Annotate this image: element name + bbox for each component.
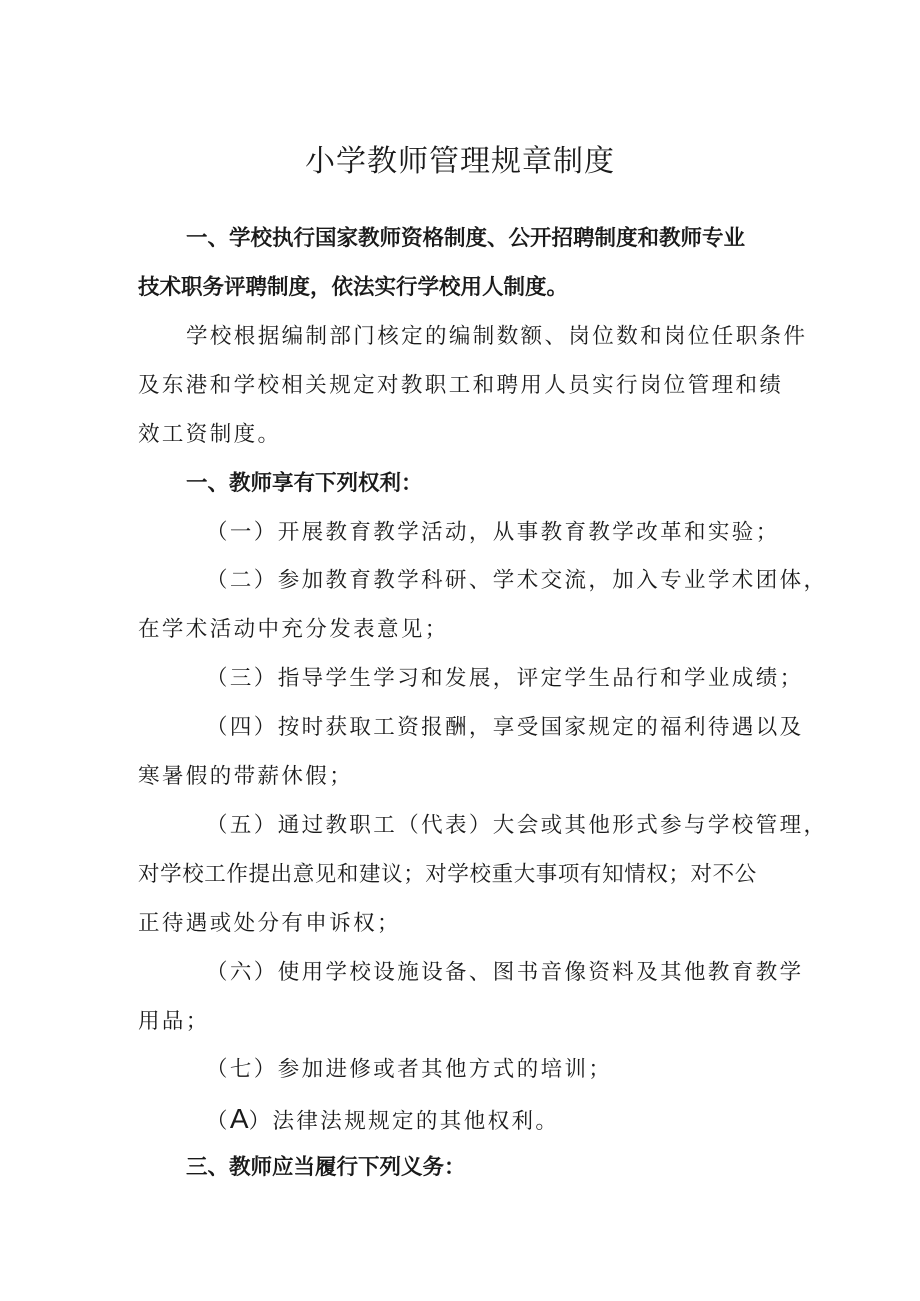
section2-heading: 一、教师享有下列权利： bbox=[186, 471, 423, 496]
rights-item-6-line1: （六）使用学校设施设备、图书音像资料及其他教育教学 bbox=[206, 960, 804, 985]
rights-item-5-line2: 对学校工作提出意见和建议；对学校重大事项有知情权；对不公 bbox=[138, 862, 757, 887]
section1-heading-line2: 技术职务评聘制度，依法实行学校用人制度。 bbox=[138, 275, 569, 300]
document-title: 小学教师管理规章制度 bbox=[305, 144, 615, 179]
rights-item-4-line1: （四）按时获取工资报酬，享受国家规定的福利待遇以及 bbox=[206, 715, 804, 740]
section1-body-line3: 效工资制度。 bbox=[138, 422, 282, 447]
section1-heading-line1: 一、学校执行国家教师资格制度、公开招聘制度和教师专业 bbox=[186, 226, 746, 251]
rights-item-8 bbox=[206, 1104, 798, 1137]
rights-item-6-line2: 用品； bbox=[138, 1009, 210, 1034]
rights-item-8-mark: A bbox=[229, 1103, 249, 1134]
rights-item-3: （三）指导学生学习和发展，评定学生品行和学业成绩； bbox=[206, 666, 804, 691]
rights-item-5-line1: （五）通过教职工（代表）大会或其他形式参与学校管理， bbox=[206, 813, 828, 838]
section3-heading: 三、教师应当履行下列义务： bbox=[186, 1155, 466, 1180]
rights-item-4-line2: 寒暑假的带薪休假； bbox=[138, 764, 354, 789]
section1-body-line1: 学校根据编制部门核定的编制数额、岗位数和岗位任职条件 bbox=[186, 324, 808, 349]
section1-body-line2: 及东港和学校相关规定对教职工和聘用人员实行岗位管理和绩 bbox=[138, 373, 784, 398]
rights-item-2-line2: 在学术活动中充分发表意见； bbox=[138, 617, 449, 642]
rights-item-5-line3: 正待遇或处分有申诉权； bbox=[138, 911, 401, 936]
rights-item-2-line1: （二）参加教育教学科研、学术交流，加入专业学术团体， bbox=[206, 568, 828, 593]
rights-item-1: （一）开展教育教学活动，从事教育教学改革和实验； bbox=[206, 520, 780, 545]
rights-item-7: （七）参加进修或者其他方式的培训； bbox=[206, 1057, 613, 1082]
rights-item-8-open-paren: （ bbox=[206, 1109, 230, 1134]
rights-item-8-text: ）法律法规规定的其他权利。 bbox=[248, 1109, 560, 1134]
